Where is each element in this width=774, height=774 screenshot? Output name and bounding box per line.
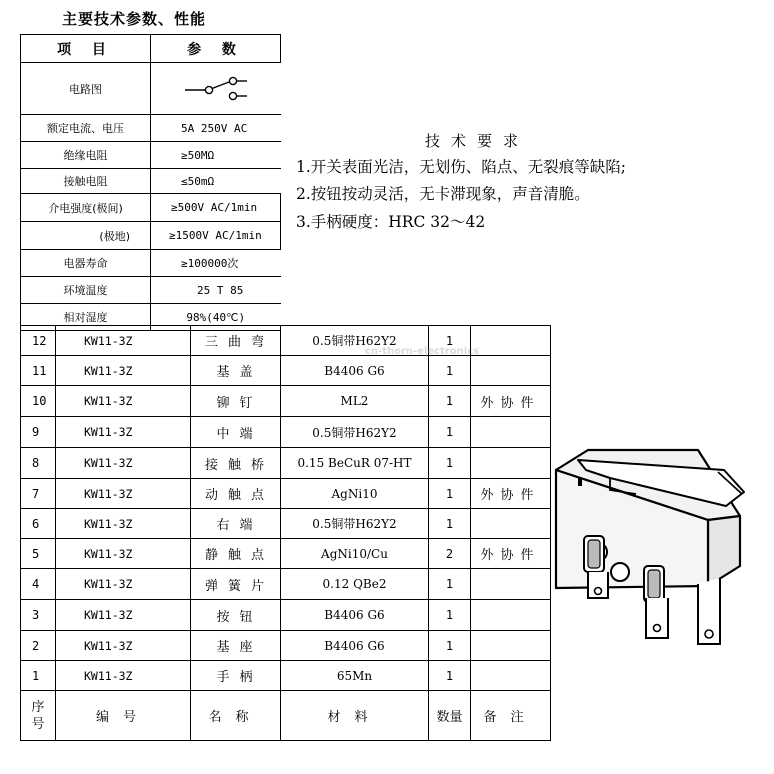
part-name: 右端 [191, 509, 281, 539]
part-note [471, 356, 551, 386]
spec-value-dielectric-ground: ≥1500V AC/1min [151, 222, 281, 250]
part-qty: 1 [429, 326, 471, 356]
part-note [471, 631, 551, 661]
requirement-item-3: 3.手柄硬度：HRC 32～42 [296, 213, 486, 231]
part-note [471, 509, 551, 539]
bom-row [21, 539, 551, 569]
spec-label-dielectric-ground: (极地) [21, 222, 151, 250]
part-qty: 1 [429, 417, 471, 448]
part-name: 手柄 [191, 661, 281, 691]
header-code: 编号 [56, 691, 191, 741]
header-qty: 数量 [429, 691, 471, 741]
header-no [21, 691, 56, 741]
bom-row [21, 356, 551, 386]
spec-value-rating: 5A 250V AC [151, 115, 281, 142]
bom-row [21, 479, 551, 509]
requirements-title: 技术要求 [425, 132, 530, 150]
spec-value-humidity: 98%(40℃) [151, 304, 281, 331]
part-note: 外协件 [471, 539, 551, 569]
bom-row [21, 417, 551, 448]
part-code: KW11-3Z [56, 569, 191, 600]
part-qty: 1 [429, 509, 471, 539]
part-number: 6 [21, 509, 56, 539]
part-code: KW11-3Z [56, 509, 191, 539]
bom-row [21, 661, 551, 691]
spec-value-temperature: 25 T 85 [151, 277, 281, 304]
requirement-item-2: 2.按钮按动灵活，无卡滞现象，声音清脆。 [296, 185, 590, 203]
part-qty: 1 [429, 356, 471, 386]
watermark-text: cn-thorn-electronics [365, 346, 480, 357]
part-code: KW11-3Z [56, 479, 191, 509]
part-code: KW11-3Z [56, 417, 191, 448]
part-qty: 2 [429, 539, 471, 569]
part-material: 0.15 BeCuR 07-HT [281, 448, 429, 479]
part-material: 0.5铜带H62Y2 [281, 326, 429, 356]
header-no-top: 序 [31, 699, 45, 715]
part-material: ML2 [281, 386, 429, 417]
bom-row [21, 448, 551, 479]
part-code: KW11-3Z [56, 448, 191, 479]
spec-label-contact-resistance: 接触电阻 [21, 169, 151, 194]
requirement-item-1: 1.开关表面光洁，无划伤、陷点、无裂痕等缺陷; [296, 158, 627, 176]
circuit-diagram-cell [151, 63, 281, 115]
part-code: KW11-3Z [56, 386, 191, 417]
part-number: 11 [21, 356, 56, 386]
part-name: 中端 [191, 417, 281, 448]
part-name: 按钮 [191, 600, 281, 631]
spec-label-rating: 额定电流、电压 [21, 115, 151, 142]
header-no-bottom: 号 [31, 716, 45, 732]
part-qty: 1 [429, 479, 471, 509]
spec-label-insulation: 绝缘电阻 [21, 142, 151, 169]
part-code: KW11-3Z [56, 326, 191, 356]
spec-value-life: ≥100000次 [151, 250, 281, 277]
spec-label-life: 电器寿命 [21, 250, 151, 277]
part-note [471, 600, 551, 631]
part-material: B4406 G6 [281, 600, 429, 631]
part-number: 4 [21, 569, 56, 600]
part-number: 2 [21, 631, 56, 661]
spec-value-contact-resistance: ≤50mΩ [151, 169, 281, 194]
part-note [471, 448, 551, 479]
micro-switch-illustration [548, 448, 752, 648]
part-name: 基座 [191, 631, 281, 661]
header-material: 材料 [281, 691, 429, 741]
part-code: KW11-3Z [56, 539, 191, 569]
part-number: 3 [21, 600, 56, 631]
watermark [365, 346, 479, 358]
part-code: KW11-3Z [56, 600, 191, 631]
spec-label-dielectric-pole: 介电强度(极间) [21, 194, 151, 222]
spec-header-param: 参 数 [151, 35, 281, 63]
part-qty: 1 [429, 600, 471, 631]
part-note [471, 661, 551, 691]
part-number: 8 [21, 448, 56, 479]
spec-label-humidity: 相对湿度 [21, 304, 151, 331]
part-material: 65Mn [281, 661, 429, 691]
spec-header-item: 项 目 [21, 35, 151, 63]
part-number: 5 [21, 539, 56, 569]
part-name: 动触点 [191, 479, 281, 509]
part-name: 基盖 [191, 356, 281, 386]
part-qty: 1 [429, 661, 471, 691]
spec-value-insulation: ≥50MΩ [151, 142, 281, 169]
part-qty: 1 [429, 631, 471, 661]
part-name: 三曲弯 [191, 326, 281, 356]
part-code: KW11-3Z [56, 661, 191, 691]
bom-row [21, 386, 551, 417]
part-material: AgNi10/Cu [281, 539, 429, 569]
part-qty: 1 [429, 448, 471, 479]
part-number: 10 [21, 386, 56, 417]
part-name: 接触桥 [191, 448, 281, 479]
part-note: 外协件 [471, 386, 551, 417]
part-note [471, 326, 551, 356]
header-name: 名称 [191, 691, 281, 741]
spec-title: 主要技术参数、性能 [62, 10, 207, 28]
part-qty: 1 [429, 386, 471, 417]
part-note: 外协件 [471, 479, 551, 509]
circuit-label: 电路图 [21, 63, 151, 115]
spec-label-temperature: 环境温度 [21, 277, 151, 304]
bom-row [21, 600, 551, 631]
spec-table [20, 34, 281, 331]
part-material: 0.12 QBe2 [281, 569, 429, 600]
header-note: 备注 [471, 691, 551, 741]
part-note [471, 417, 551, 448]
bom-row [21, 569, 551, 600]
part-material: 0.5铜带H62Y2 [281, 417, 429, 448]
part-material: AgNi10 [281, 479, 429, 509]
part-code: KW11-3Z [56, 356, 191, 386]
bom-row [21, 631, 551, 661]
part-code: KW11-3Z [56, 631, 191, 661]
part-number: 7 [21, 479, 56, 509]
bom-row [21, 509, 551, 539]
part-qty: 1 [429, 569, 471, 600]
part-name: 弹簧片 [191, 569, 281, 600]
part-note [471, 569, 551, 600]
part-number: 1 [21, 661, 56, 691]
part-name: 静触点 [191, 539, 281, 569]
switch-symbol-icon [181, 74, 251, 104]
part-number: 9 [21, 417, 56, 448]
parts-list-table [20, 325, 551, 741]
spec-value-dielectric-pole: ≥500V AC/1min [151, 194, 281, 222]
part-number: 12 [21, 326, 56, 356]
part-material: B4406 G6 [281, 356, 429, 386]
part-material: B4406 G6 [281, 631, 429, 661]
part-name: 铆钉 [191, 386, 281, 417]
part-material: 0.5铜带H62Y2 [281, 509, 429, 539]
